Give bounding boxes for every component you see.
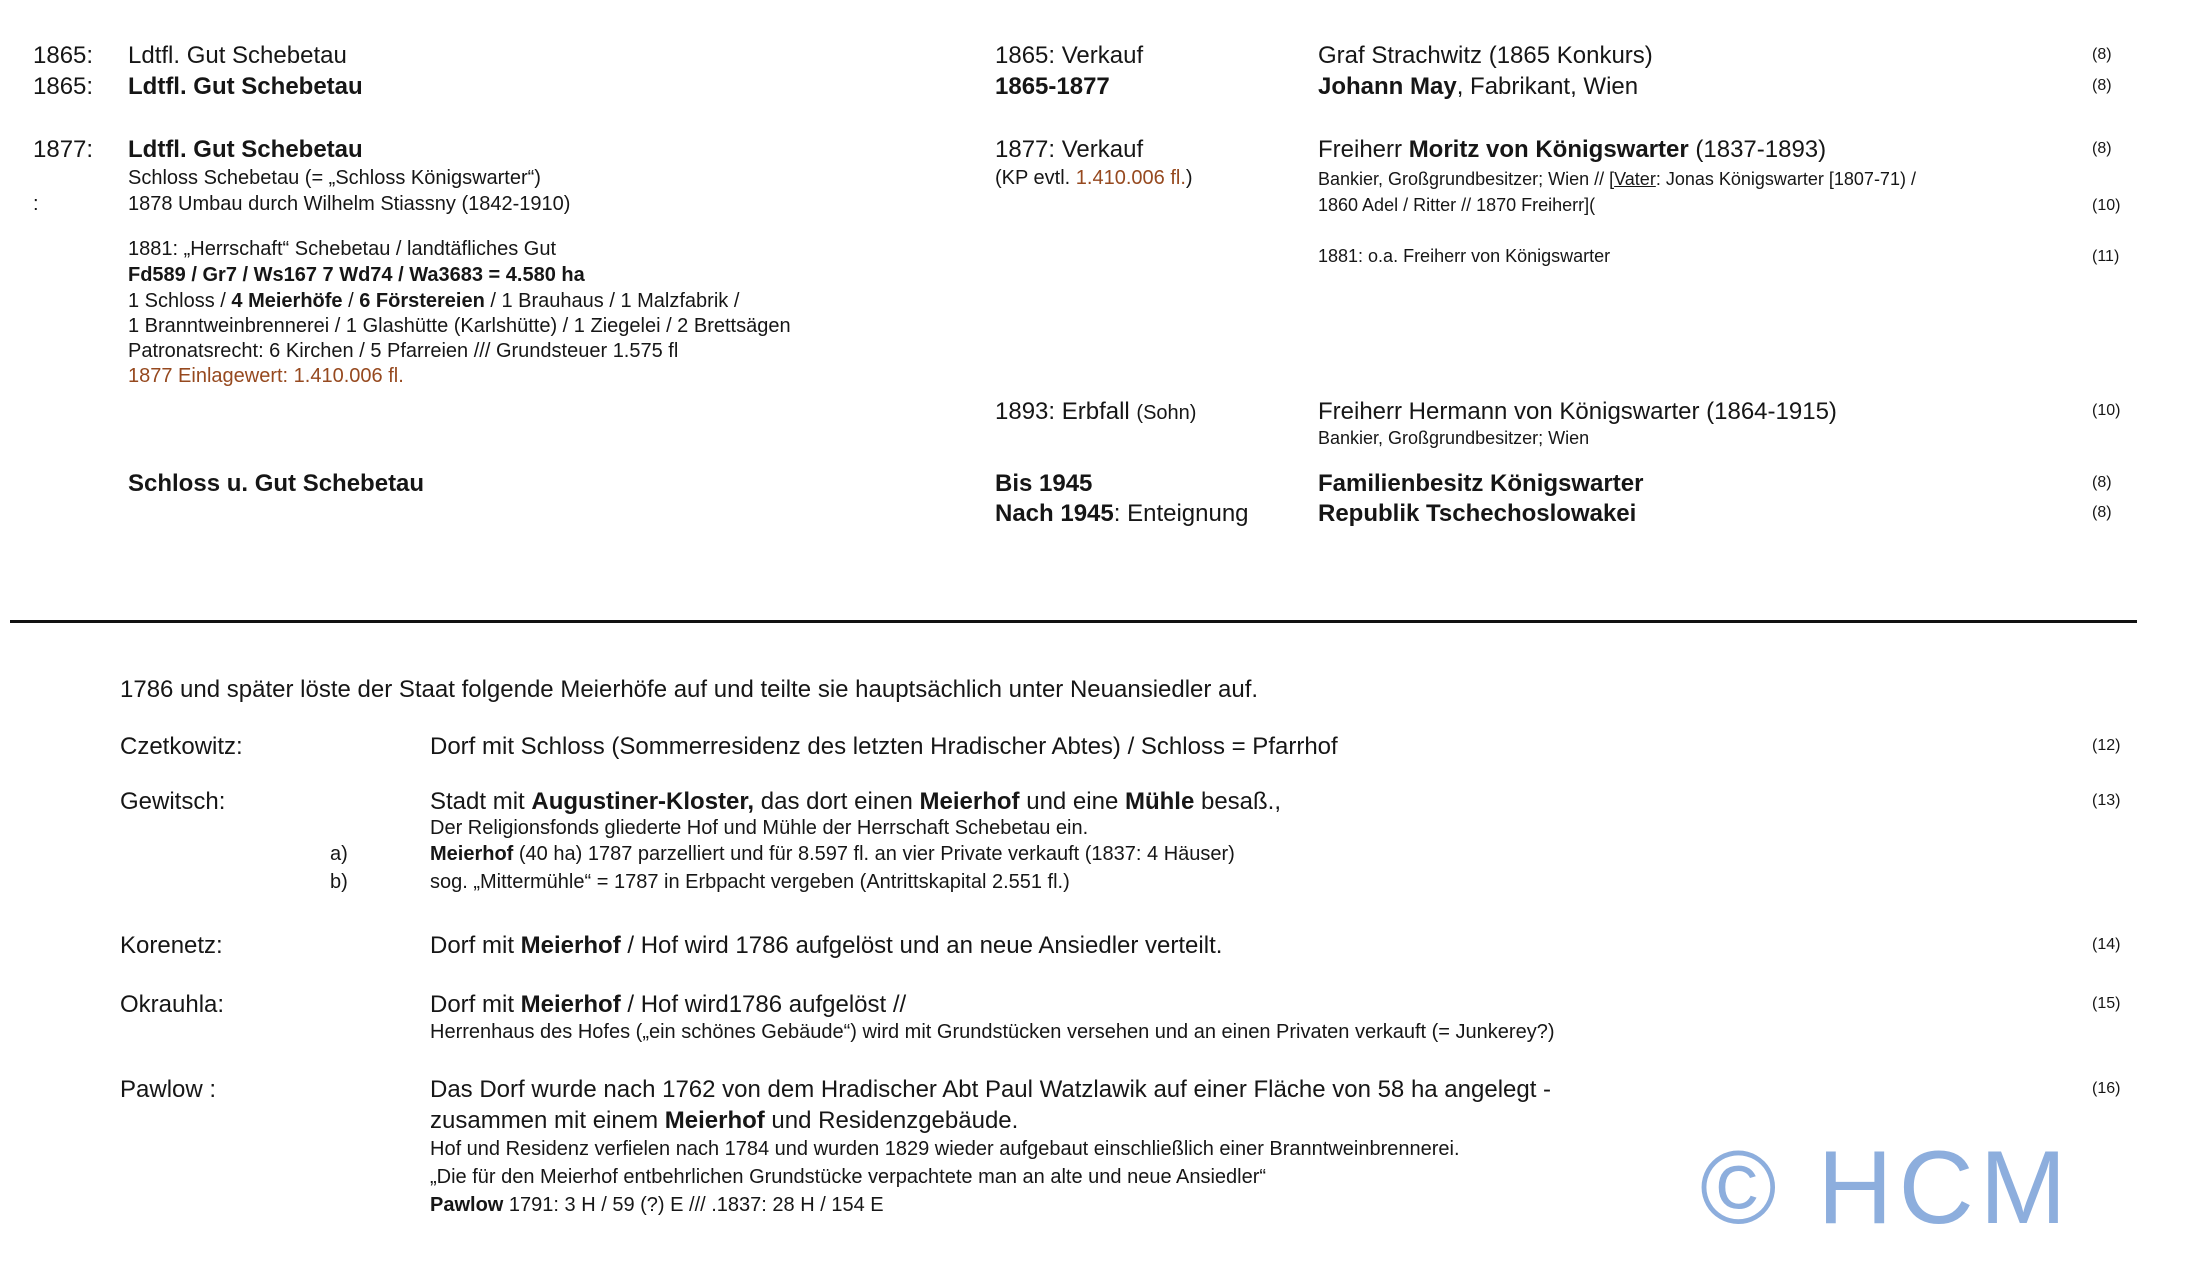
owner-name-bold: Johann May	[1318, 73, 1457, 100]
patronage-line: Patronatsrecht: 6 Kirchen / 5 Pfarreien /// Grundsteuer 1.575 fl	[128, 340, 679, 362]
source-ref: (8)	[2092, 504, 2112, 521]
gw-kloster: Augustiner-Kloster,	[531, 788, 755, 815]
price-suffix: )	[1185, 167, 1193, 189]
estate-label: Schloss u. Gut Schebetau	[128, 470, 425, 497]
source-ref: (16)	[2092, 1080, 2121, 1097]
herrschaft-title: 1881: „Herrschaft“ Schebetau / landtäfliches Gut	[128, 238, 557, 260]
ko-a: Dorf mit	[430, 932, 521, 959]
pw-a: zusammen mit einem	[430, 1107, 665, 1134]
owner-name: Freiherr Hermann von Königswarter (1864-1915)	[1318, 398, 1837, 425]
source-ref: (12)	[2092, 737, 2121, 754]
inv-a: 1 Schloss /	[128, 290, 232, 312]
nach-1945-bold: Nach 1945	[995, 500, 1114, 527]
owner-name-rest: , Fabrikant, Wien	[1456, 73, 1639, 100]
copyright-watermark: © HCM	[1700, 1130, 2073, 1246]
list-item-b: sog. „Mittermühle“ = 1787 in Erbpacht vergeben (Antrittskapital 2.551 fl.)	[430, 871, 1070, 893]
estate-inventory	[128, 290, 739, 313]
owner-name: Familienbesitz Königswarter	[1318, 470, 1644, 497]
place-desc	[430, 932, 1222, 960]
margin-colon: :	[33, 193, 39, 215]
pw-meierhof: Meierhof	[664, 1107, 765, 1134]
pw-stats-rest: 1791: 3 H / 59 (?) E /// .1837: 28 H / 154 E	[503, 1194, 884, 1216]
purchase-price-note	[995, 167, 1193, 190]
inv-meierhoefe: 4 Meierhöfe	[231, 290, 343, 312]
source-ref: (13)	[2092, 792, 2121, 809]
item-a-bold: Meierhof	[430, 843, 514, 865]
place-desc	[430, 991, 906, 1019]
ok-c: / Hof wird1786 aufgelöst //	[620, 991, 907, 1018]
place-desc-sub: Herrenhaus des Hofes („ein schönes Gebäude“) wird mit Grundstücken versehen und an einen Privaten verkauft (= Junkerey?)	[430, 1021, 1555, 1043]
place-desc	[430, 1107, 1018, 1135]
ok-a: Dorf mit	[430, 991, 521, 1018]
deposit-value-line: 1877 Einlagewert: 1.410.006 fl.	[128, 365, 404, 387]
year-label: 1865:	[33, 73, 94, 100]
inv-c: /	[342, 290, 360, 312]
transaction-label	[995, 398, 1196, 426]
owner-prefix: Freiherr	[1318, 136, 1409, 163]
place-label-gewitsch: Gewitsch:	[120, 788, 226, 815]
bio-a: Bankier, Großgrundbesitzer; Wien // [	[1318, 169, 1615, 189]
place-desc-sub: Hof und Residenz verfielen nach 1784 und wurden 1829 wieder aufgebaut einschließlich einer Branntweinbrennerei.	[430, 1138, 1460, 1160]
estate-note: Schloss Schebetau (= „Schloss Königswarter“)	[128, 167, 541, 189]
estate-label: Ldtfl. Gut Schebetau	[128, 42, 347, 69]
place-label-czetkowitz: Czetkowitz:	[120, 733, 243, 760]
erbfall-sohn: (Sohn)	[1136, 402, 1197, 424]
inv-e: / 1 Brauhaus / 1 Malzfabrik /	[484, 290, 740, 312]
owner-name	[1318, 73, 1638, 101]
erbfall-text: 1893: Erbfall	[995, 398, 1137, 425]
estate-note: 1878 Umbau durch Wilhelm Stiassny (1842-1910)	[128, 193, 571, 215]
estate-label: Ldtfl. Gut Schebetau	[128, 73, 363, 100]
source-ref: (8)	[2092, 140, 2112, 157]
source-ref: (8)	[2092, 474, 2112, 491]
pw-stats-bold: Pawlow	[430, 1194, 504, 1216]
owner-name-bold: Moritz von Königswarter	[1408, 136, 1689, 163]
gw-g: besaß.,	[1194, 788, 1282, 815]
owner-name	[1318, 136, 1826, 164]
gw-muehle: Mühle	[1124, 788, 1195, 815]
source-ref: (8)	[2092, 77, 2112, 94]
source-ref: (10)	[2092, 402, 2121, 419]
nach-1945-rest: : Enteignung	[1113, 500, 1249, 527]
place-desc-sub: Der Religionsfonds gliederte Hof und Mühle der Herrschaft Schebetau ein.	[430, 817, 1089, 839]
source-ref: (11)	[2092, 248, 2120, 265]
owner-bio	[1318, 169, 1916, 190]
owner-bio: Bankier, Großgrundbesitzer; Wien	[1318, 428, 1590, 448]
bio-b: : Jonas Königswarter [1807-71) /	[1655, 169, 1916, 189]
list-marker-a: a)	[330, 843, 348, 865]
estate-label: Ldtfl. Gut Schebetau	[128, 136, 363, 163]
transaction-label: Bis 1945	[995, 470, 1093, 497]
inv-foerstereien: 6 Förstereien	[359, 290, 485, 312]
pw-c: und Residenzgebäude.	[764, 1107, 1019, 1134]
year-label: 1865:	[33, 42, 94, 69]
source-ref: (15)	[2092, 995, 2121, 1012]
gw-c: das dort einen	[754, 788, 920, 815]
source-ref: (10)	[2092, 197, 2121, 214]
section-divider	[10, 620, 2137, 623]
owner-bio: 1860 Adel / Ritter // 1870 Freiherr](	[1318, 195, 1596, 215]
source-ref: (8)	[2092, 46, 2112, 63]
source-ref: (14)	[2092, 936, 2121, 953]
ko-c: / Hof wird 1786 aufgelöst und an neue Ansiedler verteilt.	[620, 932, 1223, 959]
place-label-korenetz: Korenetz:	[120, 932, 223, 959]
ko-meierhof: Meierhof	[520, 932, 621, 959]
owner-dates: (1837-1893)	[1688, 136, 1827, 163]
gw-e: und eine	[1019, 788, 1125, 815]
gw-meierhof: Meierhof	[919, 788, 1020, 815]
year-label: 1877:	[33, 136, 94, 163]
ok-meierhof: Meierhof	[520, 991, 621, 1018]
owner-name: Graf Strachwitz (1865 Konkurs)	[1318, 42, 1653, 69]
item-a-rest: (40 ha) 1787 parzelliert und für 8.597 fl. an vier Private verkauft (1837: 4 Häuser)	[513, 843, 1235, 865]
transaction-label	[995, 500, 1249, 528]
list-marker-b: b)	[330, 871, 348, 893]
owner-name: Republik Tschechoslowakei	[1318, 500, 1637, 527]
transaction-label: 1877: Verkauf	[995, 136, 1144, 163]
place-desc-quote: „Die für den Meierhof entbehrlichen Grundstücke verpachtete man an alte und neue Ansiedler“	[430, 1166, 1267, 1188]
price-prefix: (KP evtl.	[995, 167, 1076, 189]
transaction-label: 1865-1877	[995, 73, 1110, 100]
bio-father-label: Vater	[1614, 169, 1656, 189]
area-figures: Fd589 / Gr7 / Ws167 7 Wd74 / Wa3683 = 4.580 ha	[128, 264, 585, 286]
estate-inventory: 1 Branntweinbrennerei / 1 Glashütte (Karlshütte) / 1 Ziegelei / 2 Brettsägen	[128, 315, 791, 337]
gw-a: Stadt mit	[430, 788, 532, 815]
place-label-pawlow: Pawlow :	[120, 1076, 217, 1103]
list-item-a	[430, 843, 1235, 866]
place-stats	[430, 1194, 884, 1217]
section-intro: 1786 und später löste der Staat folgende Meierhöfe auf und teilte sie hauptsächlich unter Neuansiedler auf.	[120, 676, 1259, 703]
owner-note-1881: 1881: o.a. Freiherr von Königswarter	[1318, 246, 1611, 266]
place-desc: Das Dorf wurde nach 1762 von dem Hradischer Abt Paul Watzlawik auf einer Fläche von 58 ha angelegt -	[430, 1076, 1552, 1103]
place-desc	[430, 788, 1281, 816]
place-desc: Dorf mit Schloss (Sommerresidenz des letzten Hradischer Abtes) / Schloss = Pfarrhof	[430, 733, 1338, 760]
price-amount: 1.410.006 fl.	[1075, 167, 1186, 189]
transaction-label: 1865: Verkauf	[995, 42, 1144, 69]
place-label-okrauhla: Okrauhla:	[120, 991, 225, 1018]
